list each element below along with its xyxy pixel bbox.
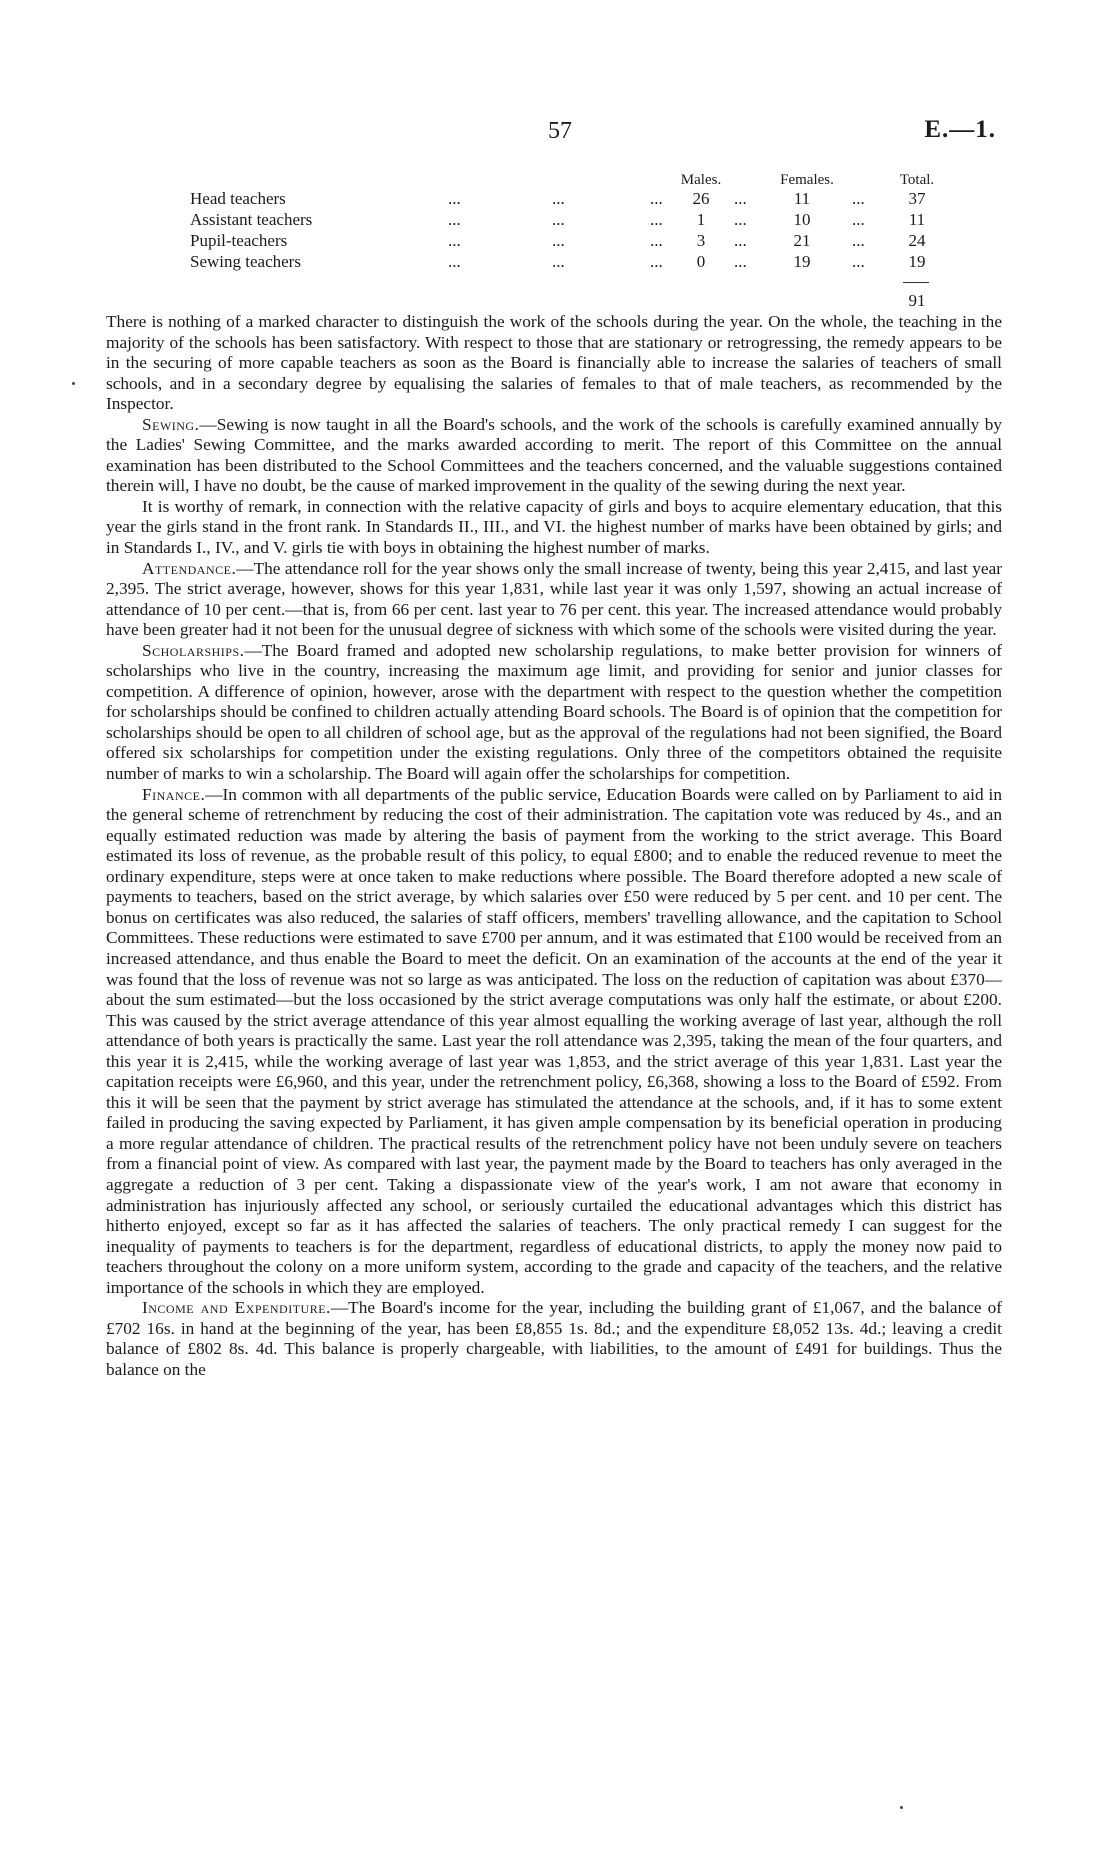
leader-dots: ... bbox=[852, 252, 865, 271]
attendance-heading: Attendance. bbox=[142, 558, 237, 578]
males-value: 3 bbox=[696, 231, 706, 250]
table-row bbox=[190, 188, 950, 209]
row-label: Assistant teachers bbox=[190, 210, 313, 229]
row-label: Pupil-teachers bbox=[190, 231, 288, 250]
leader-dots: ... bbox=[552, 189, 565, 208]
table-row bbox=[190, 209, 950, 230]
sewing-heading: Sewing. bbox=[142, 414, 200, 434]
body-text bbox=[106, 312, 1002, 1380]
females-value: 19 bbox=[793, 252, 811, 271]
leader-dots: ... bbox=[734, 231, 747, 250]
total-value: 24 bbox=[908, 231, 926, 250]
total-rule bbox=[903, 282, 929, 283]
leader-dots: ... bbox=[552, 231, 565, 250]
males-value: 1 bbox=[696, 210, 706, 229]
total-value: 11 bbox=[908, 210, 926, 229]
scholarships-heading: Scholarships. bbox=[142, 640, 245, 660]
table-row bbox=[190, 251, 950, 272]
females-column-header: Females. bbox=[780, 172, 834, 188]
paragraph-income bbox=[106, 1298, 1002, 1380]
finance-text: —In common with all departments of the public service, Education Boards were called on by Parliament to aid in the general scheme of retrenchment by reducing the cost of their administration. The capitation vote was reduced by 4s., and an equally estimated reduction was made by altering the basis of payment from the working to the strict average. This Board estimated its loss of revenue, as the probable result of this policy, to equal £800; and to enable the reduced revenue to meet the ordinary expenditure, steps were at once taken to make reductions where possible. The Board therefore adopted a new scale of payments to teachers, based on the strict average, by which salaries over £50 were reduced by 5 per cent. and 10 per cent. The bonus on certificates was also reduced, the salaries of staff officers, members' travelling allowance, and the capitation to School Committees. These reductions were estimated to save £700 per annum, and it was estimated that £100 would be received from an increased attendance, and thus enable the Board to meet the deficit. On an examination of the accounts at the end of the year it was found that the loss of revenue was not so large as was anticipated. The loss on the reduction of capitation was about £370—about the sum estimated—but the loss occasioned by the strict average computations was only half the estimate, or about £200. This was caused by the strict average attendance of this year almost equalling the working average of last year, although the roll attendance of both years is practically the same. Last year the roll attendance was 2,395, taking the mean of the four quarters, and this year it is 2,415, while the working average of last year was 1,853, and the strict average of this year 1,831. Last year the capitation receipts were £6,960, and this year, under the retrenchment policy, £6,368, showing a loss to the Board of £592. From this it will be seen that the payment by strict average has stimulated the attendance at the schools, and, if it has to some extent failed in producing the saving expected by Parliament, it has given ample compensation by its beneficial operation in producing a more regular attendance of children. The practical results of the retrenchment policy have not been unduly severe on teachers from a financial point of view. As compared with last year, the payment made by the Board to teachers has only averaged in the aggregate a reduction of 3 per cent. Taking a dispassionate view of the year's work, I am not aware that economy in administration has injuriously affected any school, or seriously curtailed the educational advantages which this district has hitherto enjoyed, except so far as it has affected the salaries of teachers. The only practical remedy I can suggest for the inequality of payments to teachers is for the department, regardless of educational districts, to apply the money now paid to teachers throughout the colony on a more uniform system, according to the grade and capacity of the teachers, and the relative importance of the schools in which they are employed. bbox=[106, 784, 1002, 1297]
leader-dots: ... bbox=[852, 189, 865, 208]
paragraph-teaching: There is nothing of a marked character to distinguish the work of the schools during the year. On the whole, the teaching in the majority of the schools has been satisfactory. With respect to those that are stationary or retrogressing, the remedy appears to be in the securing of more capable teachers as soon as the Board is financially able to increase the salaries of teachers of small schools, and in a secondary degree by equalising the salaries of females to that of male teachers, as recommended by the Inspector. bbox=[106, 312, 1002, 414]
paragraph-girls: It is worthy of remark, in connection with the relative capacity of girls and boys to acquire elementary education, that this year the girls stand in the front rank. In Standards II., III., and VI. the highest number of marks have been obtained by girls; and in Standards I., IV., and V. girls tie with boys in obtaining the highest number of marks. bbox=[106, 496, 1002, 558]
leader-dots: ... bbox=[650, 210, 663, 229]
attendance-text: —The attendance roll for the year shows only the small increase of twenty, being this year 2,415, and last year 2,395. The strict average, however, shows for this year 1,831, while last year it was only 1,597, showing an actual increase of attendance of 10 per cent.—that is, from 66 per cent. last year to 76 per cent. this year. The increased attendance would probably have been greater had it not been for the unusual degree of sickness with which some of the schools were visited during the year. bbox=[106, 558, 1002, 640]
females-value: 11 bbox=[793, 189, 811, 208]
total-value: 37 bbox=[908, 189, 926, 208]
paragraph-scholarships bbox=[106, 641, 1002, 785]
leader-dots: ... bbox=[448, 231, 461, 250]
income-heading: Income and Expenditure. bbox=[142, 1298, 331, 1318]
table-row bbox=[190, 230, 950, 251]
leader-dots: ... bbox=[650, 252, 663, 271]
scholarships-text: —The Board framed and adopted new scholarship regulations, to make better provision for winners of scholarships who live in the country, increasing the maximum age limit, and providing for senior and junior classes for competition. A difference of opinion, however, arose with the department with respect to the question whether the competition for scholarships should be confined to children actually attending Board schools. The Board is of opinion that the competition for scholarships should be open to all children of school age, but as the approval of the regulations had not been signified, the Board offered six scholarships for competition under the existing regulations. Only three of the competitors obtained the requisite number of marks to win a scholarship. The Board will again offer the scholarships for competition. bbox=[106, 640, 1002, 784]
leader-dots: ... bbox=[552, 252, 565, 271]
table-header-row bbox=[190, 170, 950, 188]
leader-dots: ... bbox=[852, 210, 865, 229]
margin-mark bbox=[900, 1806, 903, 1809]
grand-total: 91 bbox=[908, 291, 926, 310]
leader-dots: ... bbox=[552, 210, 565, 229]
females-value: 21 bbox=[793, 231, 811, 250]
finance-heading: Finance. bbox=[142, 784, 206, 804]
leader-dots: ... bbox=[852, 231, 865, 250]
leader-dots: ... bbox=[650, 231, 663, 250]
leader-dots: ... bbox=[734, 252, 747, 271]
leader-dots: ... bbox=[734, 210, 747, 229]
males-column-header: Males. bbox=[680, 172, 722, 188]
staff-table bbox=[190, 170, 950, 310]
page-number: 57 bbox=[548, 118, 572, 144]
document-reference: E.—1. bbox=[924, 116, 996, 143]
leader-dots: ... bbox=[448, 252, 461, 271]
paragraph-attendance bbox=[106, 559, 1002, 641]
total-value: 19 bbox=[908, 252, 926, 271]
leader-dots: ... bbox=[650, 189, 663, 208]
margin-mark bbox=[72, 382, 75, 385]
sewing-text: —Sewing is now taught in all the Board's schools, and the work of the schools is carefully examined annually by the Ladies' Sewing Committee, and the marks awarded according to merit. The report of this Committee on the annual examination has been distributed to the School Committees and the teachers concerned, and the valuable suggestions contained therein will, I have no doubt, be the cause of marked improvement in the quality of the sewing during the next year. bbox=[106, 414, 1002, 496]
row-label: Sewing teachers bbox=[190, 252, 301, 271]
income-text: —The Board's income for the year, including the building grant of £1,067, and the balance of £702 16s. in hand at the beginning of the year, has been £8,855 1s. 8d.; and the expenditure £8,052 13s. 4d.; leaving a credit balance of £802 8s. 4d. This balance is properly chargeable, with liabilities, to the amount of £491 for buildings. Thus the balance on the bbox=[106, 1298, 1002, 1379]
males-value: 26 bbox=[692, 189, 710, 208]
paragraph-sewing bbox=[106, 415, 1002, 497]
leader-dots: ... bbox=[448, 189, 461, 208]
row-label: Head teachers bbox=[190, 189, 286, 208]
leader-dots: ... bbox=[448, 210, 461, 229]
leader-dots: ... bbox=[734, 189, 747, 208]
females-value: 10 bbox=[793, 210, 811, 229]
males-value: 0 bbox=[696, 252, 706, 271]
paragraph-finance bbox=[106, 785, 1002, 1299]
total-column-header: Total. bbox=[899, 172, 935, 188]
